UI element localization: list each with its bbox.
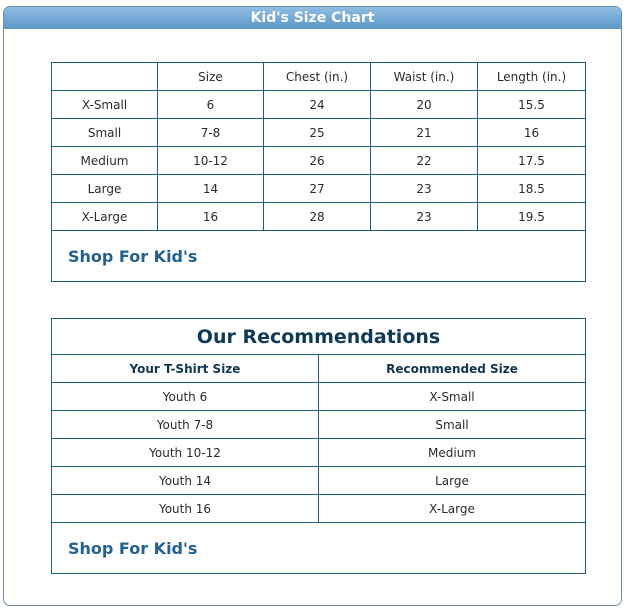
table-row — [52, 495, 586, 523]
length-cell: 19.5 — [478, 203, 586, 231]
recommendations-title: Our Recommendations — [52, 319, 586, 355]
chest-cell: 28 — [264, 203, 371, 231]
panel-title: Kid's Size Chart — [4, 7, 621, 29]
size-chart-col-header: Size — [158, 63, 264, 91]
size-cell: 10-12 — [158, 147, 264, 175]
length-cell: 16 — [478, 119, 586, 147]
size-label-cell: X-Small — [52, 91, 158, 119]
recommended-size-cell: Large — [319, 467, 586, 495]
waist-cell: 22 — [371, 147, 478, 175]
size-chart-table — [51, 62, 586, 282]
recommended-size-cell: Small — [319, 411, 586, 439]
table-row — [52, 203, 586, 231]
waist-cell: 23 — [371, 203, 478, 231]
size-chart-col-header: Chest (in.) — [264, 63, 371, 91]
shop-row — [52, 231, 586, 282]
shop-cell — [52, 523, 586, 574]
table-row — [52, 383, 586, 411]
recommendations-title-row — [52, 319, 586, 355]
recommendations-table — [51, 318, 586, 574]
recommendations-col-header: Your T-Shirt Size — [52, 355, 319, 383]
size-chart-col-header: Length (in.) — [478, 63, 586, 91]
shop-row — [52, 523, 586, 574]
length-cell: 17.5 — [478, 147, 586, 175]
size-chart-corner-cell — [52, 63, 158, 91]
recommended-size-cell: Medium — [319, 439, 586, 467]
waist-cell: 23 — [371, 175, 478, 203]
tshirt-size-cell: Youth 10-12 — [52, 439, 319, 467]
tshirt-size-cell: Youth 6 — [52, 383, 319, 411]
tshirt-size-cell: Youth 16 — [52, 495, 319, 523]
recommended-size-cell: X-Large — [319, 495, 586, 523]
size-cell: 16 — [158, 203, 264, 231]
shop-for-kids-link[interactable]: Shop For Kid's — [68, 538, 198, 558]
recommended-size-cell: X-Small — [319, 383, 586, 411]
table-row — [52, 91, 586, 119]
table-row — [52, 467, 586, 495]
chest-cell: 25 — [264, 119, 371, 147]
length-cell: 15.5 — [478, 91, 586, 119]
size-label-cell: Medium — [52, 147, 158, 175]
table-row — [52, 175, 586, 203]
size-chart-panel — [3, 6, 622, 606]
size-cell: 6 — [158, 91, 264, 119]
waist-cell: 20 — [371, 91, 478, 119]
table-row — [52, 119, 586, 147]
tshirt-size-cell: Youth 7-8 — [52, 411, 319, 439]
recommendations-header-row — [52, 355, 586, 383]
chest-cell: 26 — [264, 147, 371, 175]
size-label-cell: Small — [52, 119, 158, 147]
chest-cell: 24 — [264, 91, 371, 119]
size-cell: 7-8 — [158, 119, 264, 147]
size-chart-col-header: Waist (in.) — [371, 63, 478, 91]
table-row — [52, 439, 586, 467]
size-label-cell: X-Large — [52, 203, 158, 231]
waist-cell: 21 — [371, 119, 478, 147]
table-row — [52, 411, 586, 439]
recommendations-col-header: Recommended Size — [319, 355, 586, 383]
size-label-cell: Large — [52, 175, 158, 203]
shop-cell — [52, 231, 586, 282]
length-cell: 18.5 — [478, 175, 586, 203]
chest-cell: 27 — [264, 175, 371, 203]
shop-for-kids-link[interactable]: Shop For Kid's — [68, 246, 198, 266]
tshirt-size-cell: Youth 14 — [52, 467, 319, 495]
size-chart-header-row — [52, 63, 586, 91]
table-row — [52, 147, 586, 175]
size-cell: 14 — [158, 175, 264, 203]
